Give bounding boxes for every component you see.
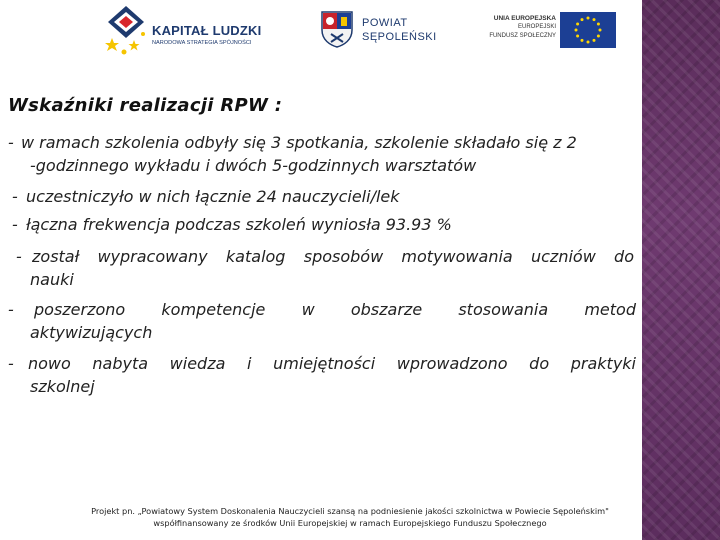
kapital-ludzki-subtitle: NARODOWA STRATEGIA SPÓJNOŚCI	[152, 40, 252, 46]
ue-text	[478, 14, 556, 41]
bullet-text-line1: nowo nabyta wiedza i umiejętności wprowadzono do praktyki	[28, 354, 636, 373]
bullet-dash: -	[8, 354, 14, 373]
ue-line2: EUROPEJSKI	[517, 24, 556, 30]
kapital-ludzki-text	[152, 23, 261, 46]
bullet-text-line2: -godzinnego wykładu i dwóch 5-godzinnych warsztatów	[30, 156, 477, 175]
coat-of-arms-icon	[320, 10, 354, 48]
bullet-dash: -	[12, 215, 18, 234]
decorative-side-band	[642, 0, 720, 540]
slide-heading: Wskaźniki realizacji RPW :	[8, 95, 283, 116]
bullet-dash: -	[8, 133, 14, 152]
powiat-line1: POWIAT	[362, 17, 408, 29]
bullet-text-line2: aktywizujących	[30, 323, 153, 342]
bullet-dash: -	[8, 300, 14, 319]
footer-line1: Projekt pn. „Powiatowy System Doskonalenia Nauczycieli szansą na podniesienie jakości szkolnictwa w Powiecie Sępoleńskim"	[91, 506, 609, 516]
bullet-text-line2: nauki	[30, 270, 74, 289]
bullet-text-line1: poszerzono kompetencje w obszarze stosowania metod	[34, 300, 636, 319]
bullet-text-line1: uczestniczyło w nich łącznie 24 nauczycieli/lek	[26, 187, 400, 206]
logo-powiat-sepolenski	[318, 10, 437, 50]
logo-kapital-ludzki	[104, 4, 284, 58]
eu-flag-icon	[560, 12, 616, 48]
logo-unia-europejska	[478, 10, 618, 50]
project-footer	[60, 505, 640, 529]
powiat-text	[362, 16, 437, 44]
footer-line2: współfinansowany ze środków Unii Europejskiej w ramach Europejskiego Funduszu Społecznego	[153, 518, 547, 528]
bullet-text-line1: łączna frekwencja podczas szkoleń wyniosła 93.93 %	[26, 215, 452, 234]
bullet-dash: -	[16, 247, 22, 266]
bullet-text-line1: w ramach szkolenia odbyły się 3 spotkania, szkolenie składało się z 2	[21, 133, 577, 152]
ue-line3: FUNDUSZ SPOŁECZNY	[489, 33, 556, 39]
bullet-dash: -	[12, 187, 18, 206]
kapital-ludzki-title: KAPITAŁ LUDZKI	[152, 23, 262, 38]
bullet-text-line1: został wypracowany katalog sposobów motywowania uczniów do	[32, 247, 634, 266]
powiat-line2: SĘPOLEŃSKI	[362, 31, 437, 43]
bullet-text-line2: szkolnej	[30, 377, 95, 396]
kapital-ludzki-emblem-icon	[104, 4, 148, 58]
ue-line1: UNIA EUROPEJSKA	[493, 15, 556, 22]
